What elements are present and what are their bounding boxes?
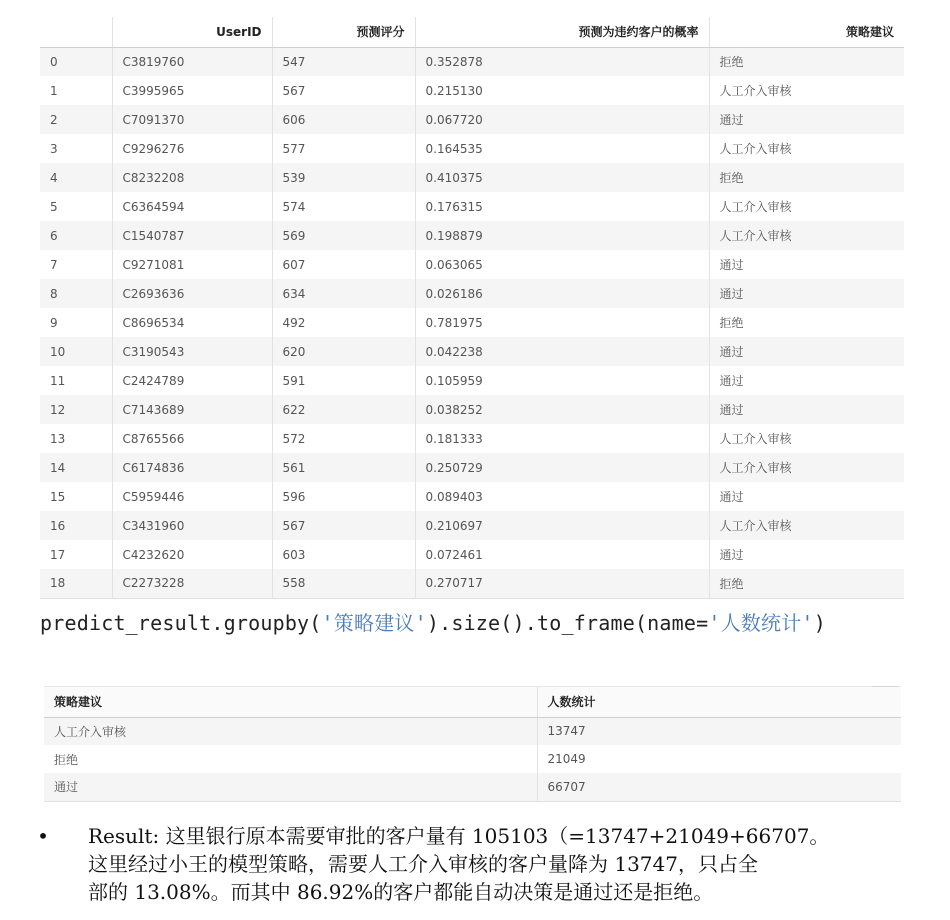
probability-cell: 0.410375 [415,163,709,192]
userid-cell: C2424789 [112,366,272,395]
strategy-cell: 拒绝 [709,308,904,337]
score-cell: 622 [272,395,415,424]
strategy-count-table [44,687,901,802]
table-row [40,337,904,366]
table-row [40,221,904,250]
userid-cell: C3190543 [112,337,272,366]
table-row [40,163,904,192]
probability-cell: 0.176315 [415,192,709,221]
result-line: 部的 13.08%。而其中 86.92%的客户都能自动决策是通过还是拒绝。 [88,880,714,904]
probability-cell: 0.352878 [415,47,709,76]
userid-cell: C8696534 [112,308,272,337]
userid-cell: C7091370 [112,105,272,134]
userid-cell: C4232620 [112,540,272,569]
table-row [40,540,904,569]
strategy-cell: 通过 [709,395,904,424]
table-row [40,453,904,482]
probability-cell: 0.198879 [415,221,709,250]
code-part: predict_result.groupby( [40,611,322,635]
prediction-result-table [40,17,904,599]
strategy-cell: 人工介入审核 [54,724,127,739]
table-header-row [44,687,901,717]
probability-cell: 0.072461 [415,540,709,569]
score-cell: 607 [272,250,415,279]
row-index-cell: 4 [50,170,58,185]
count-header: 人数统计 [537,687,901,717]
row-index-cell: 13 [50,431,66,446]
probability-cell: 0.042238 [415,337,709,366]
score-cell: 572 [272,424,415,453]
strategy-cell: 拒绝 [709,569,904,598]
row-index-cell: 1 [50,83,58,98]
probability-cell: 0.063065 [415,250,709,279]
code-string: '人数统计' [708,611,814,635]
probability-cell: 0.181333 [415,424,709,453]
probability-cell: 0.105959 [415,366,709,395]
strategy-cell: 人工介入审核 [709,453,904,482]
score-cell: 558 [272,569,415,598]
score-cell: 539 [272,163,415,192]
strategy-cell: 通过 [709,482,904,511]
table-row [40,395,904,424]
probability-header: 预测为违约客户的概率 [415,17,709,47]
table-row [40,511,904,540]
userid-cell: C6174836 [112,453,272,482]
score-cell: 603 [272,540,415,569]
result-line: 这里经过小王的模型策略，需要人工介入审核的客户量降为 13747，只占全 [88,852,758,876]
table-row [40,192,904,221]
table-row [40,76,904,105]
userid-cell: C3819760 [112,47,272,76]
strategy-header: 策略建议 [44,687,537,717]
score-cell: 574 [272,192,415,221]
table-row [40,134,904,163]
score-cell: 561 [272,453,415,482]
strategy-cell: 拒绝 [709,47,904,76]
probability-cell: 0.089403 [415,482,709,511]
table-row [40,105,904,134]
strategy-cell: 人工介入审核 [709,134,904,163]
score-cell: 596 [272,482,415,511]
probability-cell: 0.026186 [415,279,709,308]
table-row [40,250,904,279]
table-row [40,308,904,337]
score-cell: 569 [272,221,415,250]
row-index-cell: 18 [40,569,112,598]
code-part: ).size().to_frame(name= [426,611,709,635]
count-cell: 13747 [537,717,901,745]
row-index-cell: 16 [50,518,66,533]
score-cell: 591 [272,366,415,395]
strategy-cell: 通过 [44,773,537,801]
probability-cell: 0.781975 [415,308,709,337]
index-header [40,17,112,47]
row-index-cell: 3 [50,141,58,156]
score-cell: 606 [272,105,415,134]
table-row [44,717,901,745]
score-cell: 634 [272,279,415,308]
result-line: Result: 这里银行原本需要审批的客户量有 105103（=13747+21049+66707。 [88,824,830,848]
strategy-cell: 通过 [709,366,904,395]
probability-cell: 0.215130 [415,76,709,105]
probability-cell: 0.038252 [415,395,709,424]
strategy-cell: 人工介入审核 [709,511,904,540]
userid-cell: C3431960 [112,511,272,540]
strategy-cell: 通过 [709,105,904,134]
strategy-cell: 通过 [709,540,904,569]
strategy-cell: 通过 [709,337,904,366]
row-index-cell: 6 [50,228,58,243]
userid-cell: C6364594 [112,192,272,221]
userid-cell: C9271081 [112,250,272,279]
strategy-cell: 拒绝 [54,752,79,767]
row-index-cell: 7 [50,257,58,272]
code-part: ) [813,611,826,635]
userid-cell: C8765566 [112,424,272,453]
row-index-cell: 17 [50,547,66,562]
probability-cell: 0.067720 [415,105,709,134]
score-cell: 567 [272,76,415,105]
table-row [44,745,901,773]
row-index-cell: 8 [50,286,58,301]
count-cell: 66707 [537,773,901,801]
score-cell: 620 [272,337,415,366]
strategy-cell: 人工介入审核 [709,424,904,453]
count-cell: 21049 [537,745,901,773]
probability-cell: 0.164535 [415,134,709,163]
row-index-cell: 9 [50,315,58,330]
result-text [88,822,914,906]
row-index-cell: 10 [50,344,66,359]
row-index-cell: 2 [50,112,58,127]
code-line [40,607,826,636]
table-row [40,424,904,453]
userid-cell: C2273228 [112,569,272,598]
userid-cell: C3995965 [112,76,272,105]
strategy-cell: 拒绝 [709,163,904,192]
table-row [44,773,901,801]
score-cell: 577 [272,134,415,163]
userid-cell: C8232208 [112,163,272,192]
userid-cell: C1540787 [112,221,272,250]
table-row [40,569,904,598]
table-row [40,366,904,395]
score-cell: 492 [272,308,415,337]
table-header-row [40,17,904,47]
userid-cell: C9296276 [112,134,272,163]
userid-cell: C2693636 [112,279,272,308]
probability-cell: 0.270717 [415,569,709,598]
code-string: '策略建议' [321,611,427,635]
row-index-cell: 5 [50,199,58,214]
probability-cell: 0.210697 [415,511,709,540]
userid-cell: C7143689 [112,395,272,424]
row-index-cell: 15 [50,489,66,504]
row-index-cell: 0 [50,54,58,69]
bullet-point: • [37,824,49,848]
userid-header: UserID [112,17,272,47]
strategy-cell: 人工介入审核 [709,76,904,105]
userid-cell: C5959446 [112,482,272,511]
score-header: 预测评分 [272,17,415,47]
row-index-cell: 12 [50,402,66,417]
strategy-cell: 通过 [709,250,904,279]
strategy-cell: 人工介入审核 [709,192,904,221]
strategy-cell: 人工介入审核 [709,221,904,250]
strategy-cell: 通过 [709,279,904,308]
table-row [40,47,904,76]
table-row [40,482,904,511]
table-row [40,279,904,308]
probability-cell: 0.250729 [415,453,709,482]
score-cell: 547 [272,47,415,76]
row-index-cell: 11 [50,373,66,388]
score-cell: 567 [272,511,415,540]
row-index-cell: 14 [50,460,66,475]
strategy-header: 策略建议 [709,17,904,47]
